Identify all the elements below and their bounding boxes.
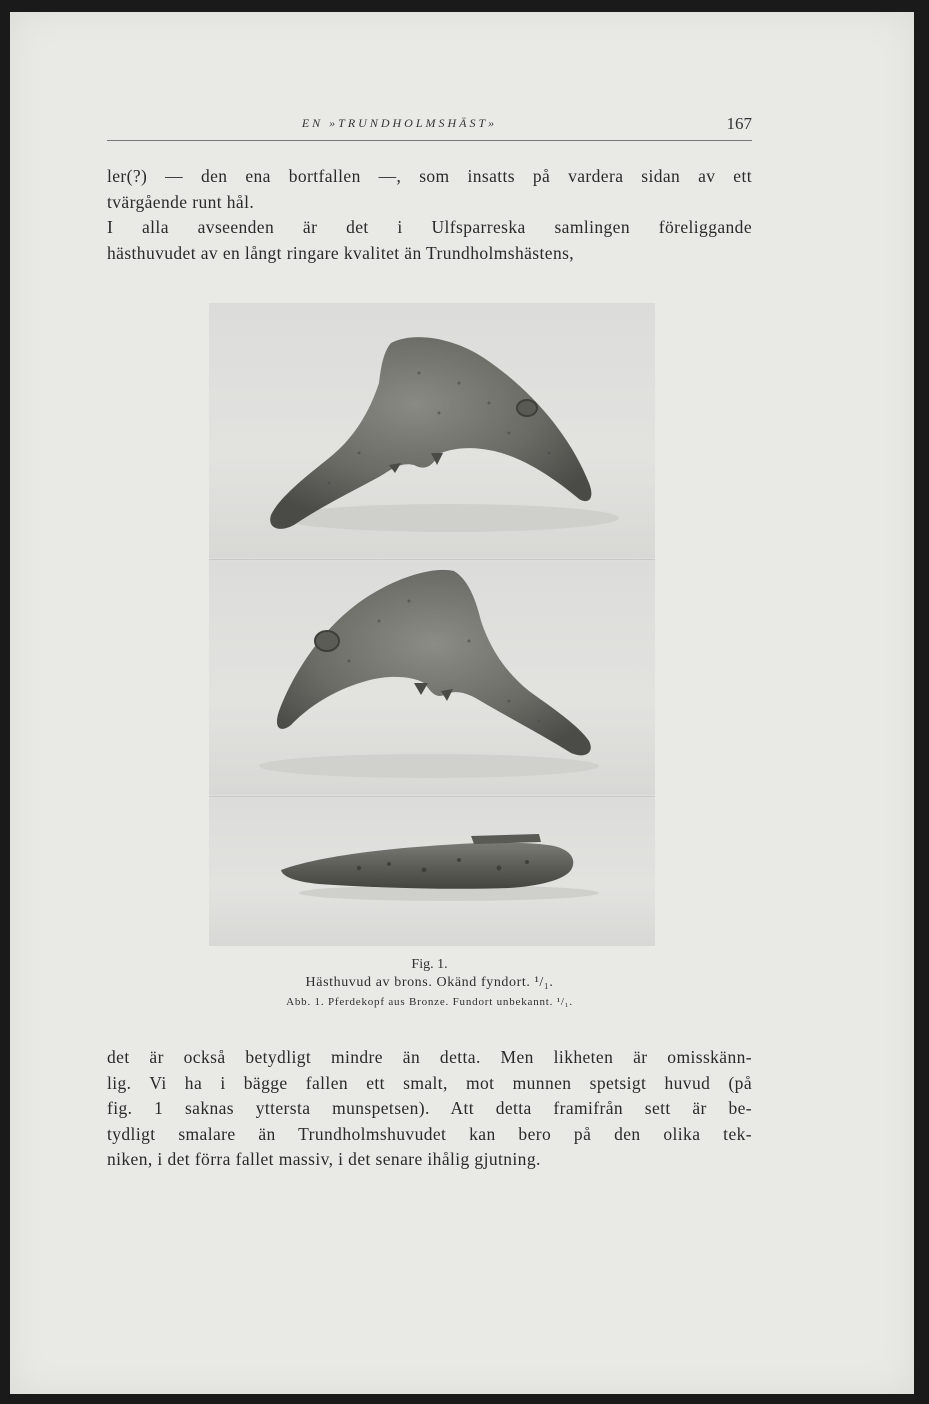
top-text-block [107, 164, 752, 266]
text-line: ler(?) — den ena bortfallen —, som insatts på vardera sidan av ett [107, 166, 752, 186]
horse-head-left-profile [209, 303, 655, 558]
figure-photograph [209, 303, 655, 946]
figure-caption-swedish: Hästhuvud av brons. Okänd fyndort. ¹/₁. [305, 975, 554, 990]
text-line: fig. 1 saknas yttersta munspetsen). Att detta framifrån sett är be- [107, 1098, 752, 1118]
panel-divider [209, 559, 655, 560]
text-line: tydligt smalare än Trundholmshuvudet kan bero på den olika tek- [107, 1123, 752, 1144]
bottom-text-block [107, 1045, 752, 1173]
horse-head-right-profile [209, 561, 655, 795]
text-line: I alla avseenden är det i Ulfsparreska samlingen föreliggande [107, 217, 752, 237]
panel-divider [209, 796, 655, 797]
photo-panel-left-view [209, 303, 655, 558]
horse-head-top-view [209, 798, 655, 946]
text-line: lig. Vi ha i bägge fallen ett smalt, mot munnen spetsigt huvud (på [107, 1072, 752, 1093]
page-number: 167 [726, 114, 752, 133]
running-header [107, 114, 752, 141]
photo-panel-top-view [209, 798, 655, 946]
running-title: EN »TRUNDHOLMSHÄST» [301, 116, 498, 130]
figure-number: Fig. 1. [411, 957, 448, 972]
text-line: niken, i det förra fallet massiv, i det senare ihålig gjutning. [107, 1149, 541, 1169]
photo-panel-right-view [209, 561, 655, 795]
figure-caption-german: Abb. 1. Pferdekopf aus Bronze. Fundort unbekannt. ¹/₁. [286, 996, 573, 1008]
text-line: tvärgående runt hål. [107, 191, 255, 212]
text-line: det är också betydligt mindre än detta. Men likheten är omisskänn- [107, 1047, 752, 1067]
text-line: hästhuvudet av en långt ringare kvalitet än Trundholmshästens, [107, 242, 575, 263]
